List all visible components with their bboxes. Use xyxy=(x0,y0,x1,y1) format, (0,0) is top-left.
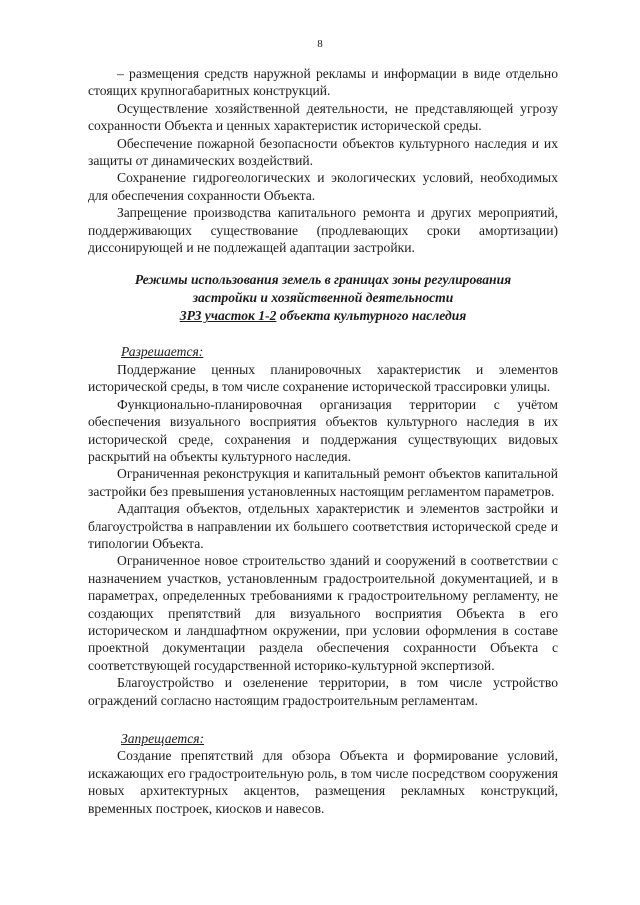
allowed-paragraph: Ограниченное новое строительство зданий и сооружений в соответствии с назначением участков, установленным градостроительной документацией, и в параметрах, определенных требованиями к градостроительному регламенту, не создающих препятствий для визуального восприятия Объекта в его историческом и ландшафтном окружении, при условии оформления в составе проектной документации раздела обеспечения сохранности Объекта с соответствующей государственной историко-культурной экспертизой. xyxy=(88,553,558,673)
allowed-paragraph: Поддержание ценных планировочных характеристик и элементов исторической среды, в том числе сохранение исторической трассировки улицы. xyxy=(88,361,558,395)
heading-line-3 xyxy=(88,307,558,325)
forbidden-label: Запрещается: xyxy=(121,731,205,746)
allowed-paragraph: Функционально-планировочная организация территории с учётом обеспечения визуального восприятия объектов культурного наследия в их исторической среде, сохранения и поддержания существующих видовых раскрытий на объекты культурного наследия. xyxy=(88,396,558,464)
heading-line-3-rest: объекта культурного наследия xyxy=(276,308,467,324)
heading-line-1: Режимы использования земель в границах зоны регулирования xyxy=(134,272,512,288)
allowed-paragraph: Ограниченная реконструкция и капитальный ремонт объектов капитальной застройки без превышения установленных настоящим регламентом параметров. xyxy=(88,466,558,499)
page-number: 8 xyxy=(317,38,323,50)
intro-paragraph: Осуществление хозяйственной деятельности, не представляющей угрозу сохранности Объекта и ценных характеристик исторической среды. xyxy=(88,100,558,134)
intro-paragraph: Сохранение гидрогеологических и экологических условий, необходимых для обеспечения сохранности Объекта. xyxy=(88,170,558,203)
intro-paragraph: – размещения средств наружной рекламы и информации в виде отдельно стоящих крупногабаритных конструкций. xyxy=(88,66,558,99)
intro-paragraph: Обеспечение пожарной безопасности объектов культурного наследия и их защиты от динамических воздействий. xyxy=(88,135,558,169)
document-body xyxy=(88,65,558,817)
zone-code: ЗРЗ участок 1-2 xyxy=(179,308,277,324)
forbidden-paragraph: Создание препятствий для обзора Объекта и формирование условий, искажающих его градостроительную роль, в том числе посредством сооружения новых архитектурных акцентов, размещения рекламных конструкций, временных построек, киосков и навесов. xyxy=(88,748,558,816)
intro-paragraph: Запрещение производства капитального ремонта и других мероприятий, поддерживающих существование (продлевающих сроки амортизации) диссонирующей и не подлежащей адаптации застройки. xyxy=(88,205,558,256)
allowed-paragraph: Адаптация объектов, отдельных характеристик и элементов застройки и благоустройства в направлении их большего соответствия исторической среде и типологии Объекта. xyxy=(88,501,558,551)
allowed-paragraph: Благоустройство и озеленение территории, в том числе устройство ограждений согласно настоящим градостроительным регламентам. xyxy=(88,675,558,708)
allowed-label: Разрешается: xyxy=(121,344,204,360)
section-heading xyxy=(88,271,558,325)
heading-line-2: застройки и хозяйственной деятельности xyxy=(192,290,454,306)
